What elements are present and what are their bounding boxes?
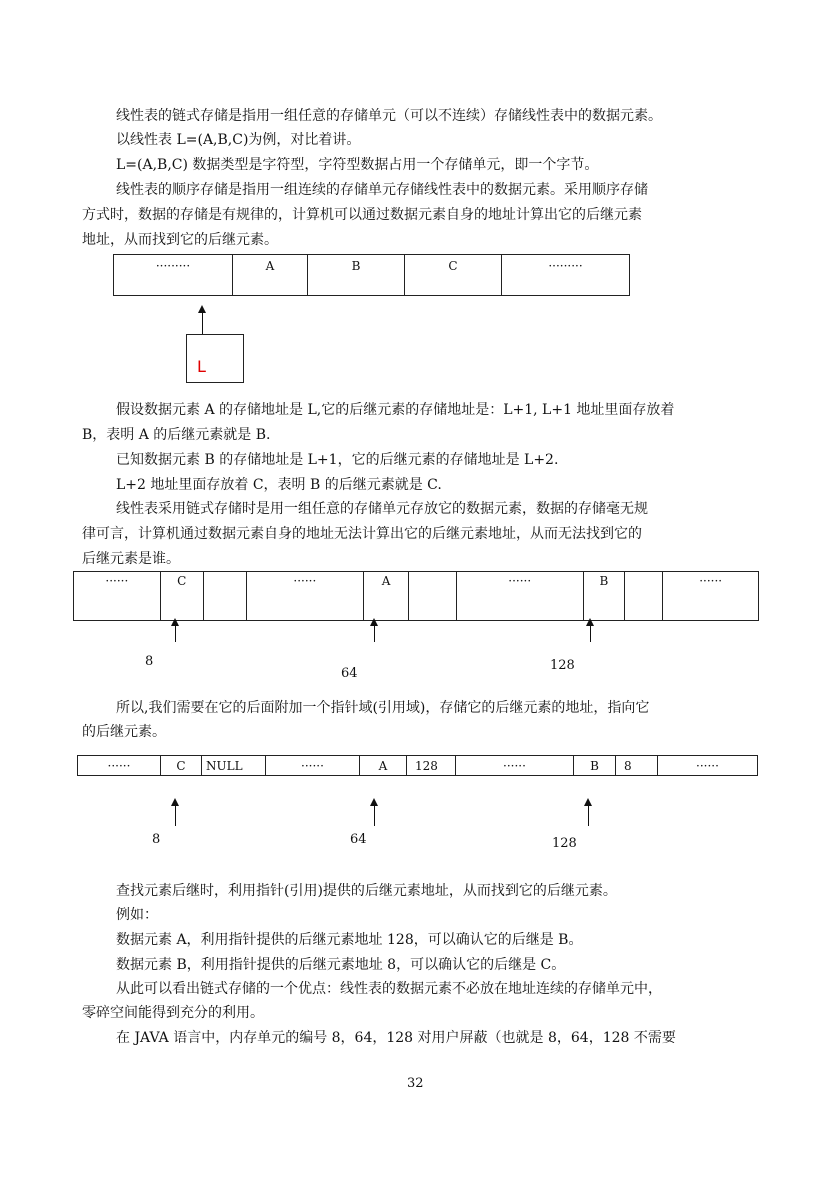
paragraph-linked-storage-line2: 律可言，计算机通过数据元素自身的地址无法计算出它的后继元素地址，从而无法找到它的 xyxy=(82,526,642,542)
address-arrow-64 xyxy=(374,625,375,642)
memory-cell-c: C xyxy=(161,572,204,620)
memory-cell-c: C xyxy=(405,255,502,295)
address-arrow-8 xyxy=(175,805,176,826)
address-l-box xyxy=(186,334,244,383)
paragraph-sequential-storage-line2: 方式时，数据的存储是有规律的，计算机可以通过数据元素自身的地址计算出它的后继元素 xyxy=(82,207,642,223)
linked-storage-pointer-strip xyxy=(77,755,758,776)
paragraph-b-address: 已知数据元素 B 的存储地址是 L+1，它的后继元素的存储地址是 L+2. xyxy=(116,452,559,468)
address-label-8: 8 xyxy=(145,654,154,669)
paragraph-example-intro: 以线性表 L=(A,B,C)为例，对比着讲。 xyxy=(116,132,361,148)
address-label-8: 8 xyxy=(152,832,161,847)
pointer-cell-8: 8 xyxy=(616,756,658,775)
paragraph-linked-storage-definition: 线性表的链式存储是指用一组任意的存储单元（可以不连续）存储线性表中的数据元素。 xyxy=(116,108,662,124)
paragraph-find-successor: 查找元素后继时，利用指针(引用)提供的后继元素地址，从而找到它的后继元素。 xyxy=(116,883,617,899)
paragraph-element-a: 数据元素 A，利用指针提供的后继元素地址 128，可以确认它的后继是 B。 xyxy=(116,932,583,948)
address-label-64: 64 xyxy=(341,666,358,681)
memory-cell: ······ xyxy=(266,756,360,775)
paragraph-sequential-storage-line3: 地址，从而找到它的后继元素。 xyxy=(82,232,278,248)
address-label-128: 128 xyxy=(550,658,575,673)
address-label-128: 128 xyxy=(552,836,577,851)
paragraph-linked-storage-line3: 后继元素是谁。 xyxy=(82,551,180,567)
linked-storage-strip xyxy=(73,571,759,621)
pointer-cell-null: NULL xyxy=(202,756,266,775)
pointer-cell-128: 128 xyxy=(407,756,456,775)
address-arrow-128 xyxy=(590,625,591,642)
memory-cell: ······ xyxy=(74,572,161,620)
memory-cell: ······ xyxy=(696,759,719,773)
memory-cell-a: A xyxy=(360,756,407,775)
memory-cell: ······ xyxy=(699,574,723,588)
memory-cell: ········· xyxy=(548,259,583,273)
address-arrow-128 xyxy=(588,805,589,826)
sequential-storage-strip xyxy=(113,254,630,296)
address-label-64: 64 xyxy=(350,832,367,847)
pointer-arrow xyxy=(202,312,203,334)
paragraph-assume-a-address-line1: 假设数据元素 A 的存储地址是 L,它的后继元素的存储地址是：L+1, L+1 地址里面存放着 xyxy=(116,402,675,418)
address-l-label: L xyxy=(197,357,206,376)
memory-cell-b: B xyxy=(584,572,626,620)
paragraph-linked-storage-line1: 线性表采用链式存储时是用一组任意的存储单元存放它的数据元素，数据的存储毫无规 xyxy=(116,501,648,517)
paragraph-element-b: 数据元素 B，利用指针提供的后继元素地址 8，可以确认它的后继是 C。 xyxy=(116,957,566,973)
paragraph-sequential-storage-line1: 线性表的顺序存储是指用一组连续的存储单元存储线性表中的数据元素。采用顺序存储 xyxy=(116,182,648,198)
paragraph-java: 在 JAVA 语言中，内存单元的编号 8，64，128 对用户屏蔽（也就是 8，64，128 不需要 xyxy=(116,1030,676,1046)
memory-cell-empty xyxy=(409,572,457,620)
paragraph-c-address: L+2 地址里面存放着 C，表明 B 的后继元素就是 C. xyxy=(116,477,442,493)
paragraph-advantage-line1: 从此可以看出链式存储的一个优点：线性表的数据元素不必放在地址连续的存储单元中， xyxy=(116,981,662,997)
page-number: 32 xyxy=(407,1076,424,1091)
memory-cell-a: A xyxy=(364,572,409,620)
memory-cell: ········· xyxy=(114,255,233,295)
memory-cell-b: B xyxy=(308,255,405,295)
paragraph-advantage-line2: 零碎空间能得到充分的利用。 xyxy=(82,1005,264,1021)
memory-cell-b: B xyxy=(574,756,616,775)
memory-cell-a: A xyxy=(233,255,308,295)
paragraph-example: 例如： xyxy=(116,907,158,923)
address-arrow-64 xyxy=(374,805,375,826)
memory-cell: ······ xyxy=(456,756,574,775)
paragraph-pointer-field-line2: 的后继元素。 xyxy=(82,724,166,740)
memory-cell-empty xyxy=(204,572,247,620)
paragraph-char-type: L=(A,B,C) 数据类型是字符型，字符型数据占用一个存储单元，即一个字节。 xyxy=(116,157,599,173)
memory-cell: ······ xyxy=(457,572,584,620)
memory-cell: ······ xyxy=(78,756,161,775)
memory-cell-c: C xyxy=(161,756,202,775)
memory-cell-empty xyxy=(625,572,663,620)
address-arrow-8 xyxy=(175,625,176,642)
memory-cell: ······ xyxy=(247,572,365,620)
paragraph-assume-a-address-line2: B，表明 A 的后继元素就是 B. xyxy=(82,427,271,443)
paragraph-pointer-field-line1: 所以,我们需要在它的后面附加一个指针域(引用域)，存储它的后继元素的地址，指向它 xyxy=(116,700,650,716)
